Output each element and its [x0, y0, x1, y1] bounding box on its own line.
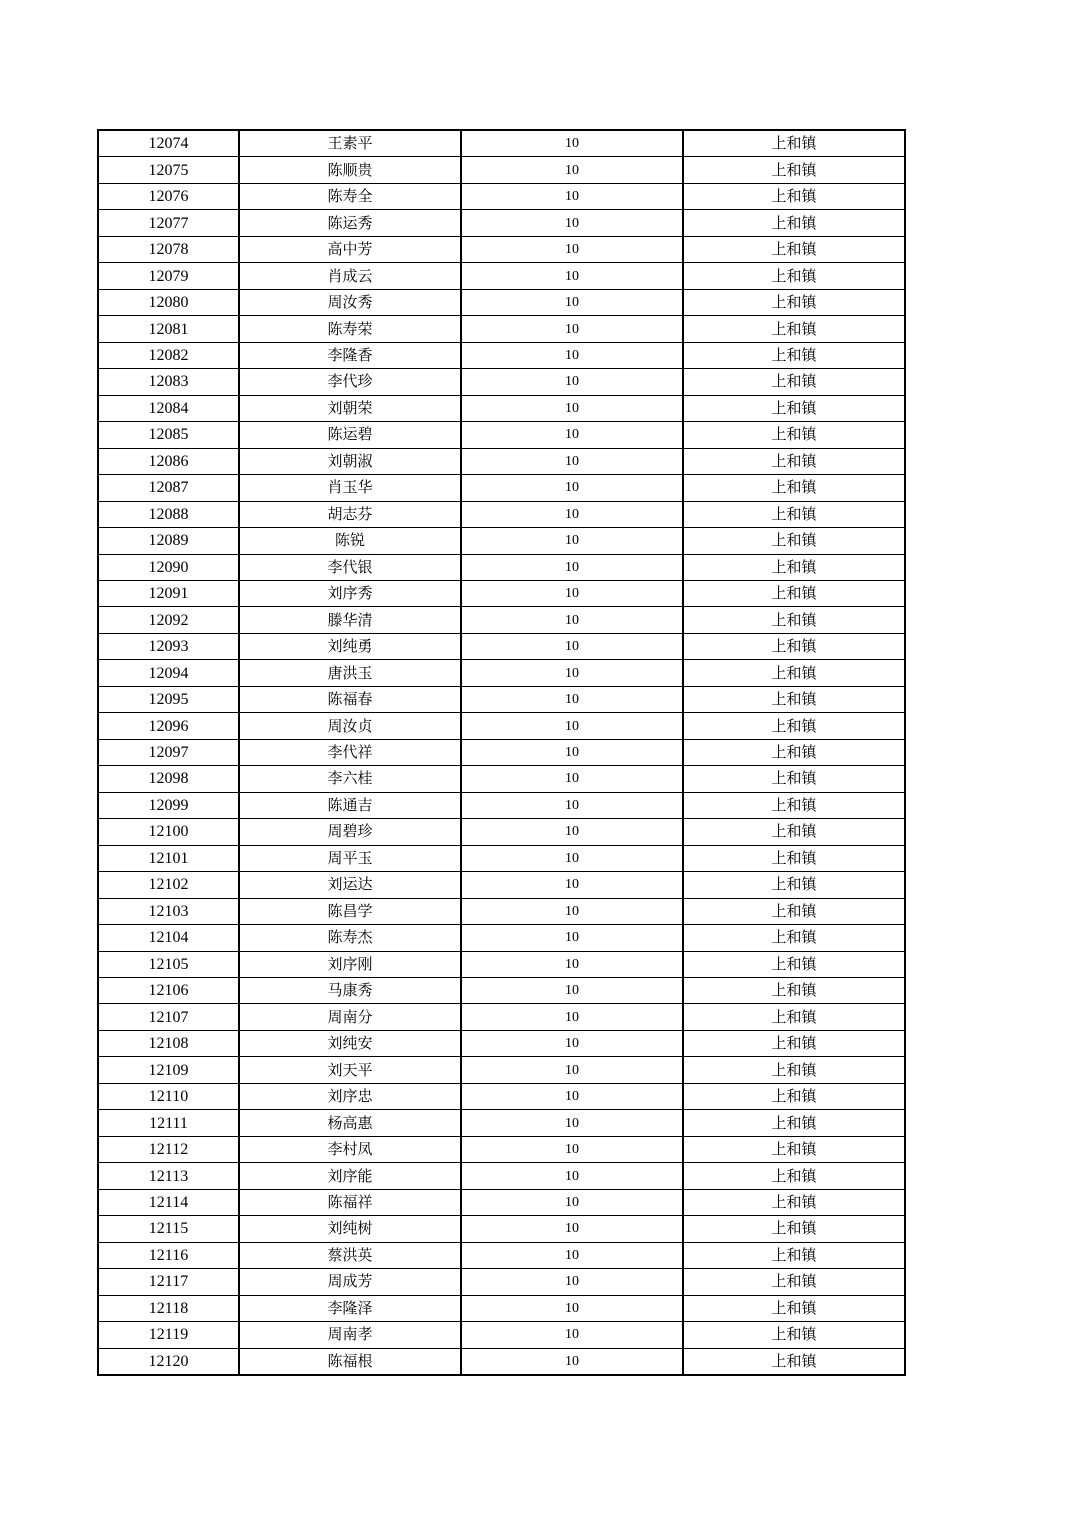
table-row — [98, 501, 905, 527]
table-row — [98, 1348, 905, 1375]
name-cell: 陈运秀 — [239, 210, 461, 236]
town-cell: 上和镇 — [683, 210, 905, 236]
table-row — [98, 872, 905, 898]
row-number-cell: 12108 — [98, 1030, 239, 1056]
town-cell: 上和镇 — [683, 263, 905, 289]
amount-cell: 10 — [461, 448, 683, 474]
amount-cell: 10 — [461, 1030, 683, 1056]
amount-cell: 10 — [461, 263, 683, 289]
town-cell: 上和镇 — [683, 289, 905, 315]
table-row — [98, 528, 905, 554]
table-row — [98, 607, 905, 633]
name-cell: 李隆泽 — [239, 1295, 461, 1321]
amount-cell: 10 — [461, 1189, 683, 1215]
town-cell: 上和镇 — [683, 1295, 905, 1321]
table-row — [98, 1269, 905, 1295]
table-body — [98, 130, 905, 1375]
town-cell: 上和镇 — [683, 157, 905, 183]
name-cell: 陈昌学 — [239, 898, 461, 924]
name-cell: 周南分 — [239, 1004, 461, 1030]
row-number-cell: 12106 — [98, 978, 239, 1004]
row-number-cell: 12077 — [98, 210, 239, 236]
table-row — [98, 554, 905, 580]
town-cell: 上和镇 — [683, 236, 905, 262]
row-number-cell: 12098 — [98, 766, 239, 792]
name-cell: 刘朝淑 — [239, 448, 461, 474]
table-row — [98, 475, 905, 501]
row-number-cell: 12112 — [98, 1136, 239, 1162]
row-number-cell: 12085 — [98, 422, 239, 448]
row-number-cell: 12074 — [98, 130, 239, 157]
row-number-cell: 12090 — [98, 554, 239, 580]
amount-cell: 10 — [461, 713, 683, 739]
table-row — [98, 1057, 905, 1083]
amount-cell: 10 — [461, 369, 683, 395]
table-row — [98, 236, 905, 262]
table-row — [98, 713, 905, 739]
table-row — [98, 633, 905, 659]
name-cell: 刘序忠 — [239, 1083, 461, 1109]
town-cell: 上和镇 — [683, 1242, 905, 1268]
amount-cell: 10 — [461, 819, 683, 845]
name-cell: 刘纯树 — [239, 1216, 461, 1242]
amount-cell: 10 — [461, 1110, 683, 1136]
row-number-cell: 12105 — [98, 951, 239, 977]
name-cell: 马康秀 — [239, 978, 461, 1004]
name-cell: 刘序刚 — [239, 951, 461, 977]
name-cell: 陈福祥 — [239, 1189, 461, 1215]
name-cell: 刘运达 — [239, 872, 461, 898]
name-cell: 刘序能 — [239, 1163, 461, 1189]
row-number-cell: 12116 — [98, 1242, 239, 1268]
row-number-cell: 12088 — [98, 501, 239, 527]
town-cell: 上和镇 — [683, 686, 905, 712]
amount-cell: 10 — [461, 580, 683, 606]
amount-cell: 10 — [461, 1136, 683, 1162]
table-row — [98, 1136, 905, 1162]
row-number-cell: 12082 — [98, 342, 239, 368]
amount-cell: 10 — [461, 554, 683, 580]
row-number-cell: 12113 — [98, 1163, 239, 1189]
town-cell: 上和镇 — [683, 1136, 905, 1162]
name-cell: 高中芳 — [239, 236, 461, 262]
row-number-cell: 12114 — [98, 1189, 239, 1215]
row-number-cell: 12107 — [98, 1004, 239, 1030]
table-row — [98, 978, 905, 1004]
table-row — [98, 422, 905, 448]
data-table — [97, 129, 906, 1376]
row-number-cell: 12119 — [98, 1322, 239, 1348]
name-cell: 周南孝 — [239, 1322, 461, 1348]
row-number-cell: 12100 — [98, 819, 239, 845]
name-cell: 刘纯勇 — [239, 633, 461, 659]
amount-cell: 10 — [461, 528, 683, 554]
town-cell: 上和镇 — [683, 792, 905, 818]
town-cell: 上和镇 — [683, 316, 905, 342]
name-cell: 周碧珍 — [239, 819, 461, 845]
table-row — [98, 157, 905, 183]
table-row — [98, 1322, 905, 1348]
amount-cell: 10 — [461, 316, 683, 342]
row-number-cell: 12102 — [98, 872, 239, 898]
amount-cell: 10 — [461, 978, 683, 1004]
name-cell: 王素平 — [239, 130, 461, 157]
town-cell: 上和镇 — [683, 1030, 905, 1056]
table-row — [98, 183, 905, 209]
amount-cell: 10 — [461, 951, 683, 977]
row-number-cell: 12083 — [98, 369, 239, 395]
table-row — [98, 369, 905, 395]
table-row — [98, 289, 905, 315]
name-cell: 刘天平 — [239, 1057, 461, 1083]
name-cell: 陈通吉 — [239, 792, 461, 818]
amount-cell: 10 — [461, 130, 683, 157]
town-cell: 上和镇 — [683, 395, 905, 421]
amount-cell: 10 — [461, 236, 683, 262]
name-cell: 周汝秀 — [239, 289, 461, 315]
town-cell: 上和镇 — [683, 1083, 905, 1109]
amount-cell: 10 — [461, 1242, 683, 1268]
amount-cell: 10 — [461, 289, 683, 315]
town-cell: 上和镇 — [683, 183, 905, 209]
name-cell: 刘序秀 — [239, 580, 461, 606]
amount-cell: 10 — [461, 1322, 683, 1348]
name-cell: 肖成云 — [239, 263, 461, 289]
town-cell: 上和镇 — [683, 898, 905, 924]
table-row — [98, 686, 905, 712]
table-row — [98, 660, 905, 686]
row-number-cell: 12079 — [98, 263, 239, 289]
table-row — [98, 739, 905, 765]
name-cell: 胡志芬 — [239, 501, 461, 527]
name-cell: 陈顺贵 — [239, 157, 461, 183]
amount-cell: 10 — [461, 792, 683, 818]
table-row — [98, 1030, 905, 1056]
amount-cell: 10 — [461, 607, 683, 633]
table-row — [98, 1083, 905, 1109]
name-cell: 陈锐 — [239, 528, 461, 554]
amount-cell: 10 — [461, 872, 683, 898]
row-number-cell: 12086 — [98, 448, 239, 474]
table-row — [98, 1004, 905, 1030]
table-row — [98, 342, 905, 368]
amount-cell: 10 — [461, 1057, 683, 1083]
name-cell: 周平玉 — [239, 845, 461, 871]
row-number-cell: 12075 — [98, 157, 239, 183]
row-number-cell: 12097 — [98, 739, 239, 765]
town-cell: 上和镇 — [683, 739, 905, 765]
town-cell: 上和镇 — [683, 1057, 905, 1083]
row-number-cell: 12103 — [98, 898, 239, 924]
amount-cell: 10 — [461, 845, 683, 871]
town-cell: 上和镇 — [683, 1269, 905, 1295]
table-row — [98, 1110, 905, 1136]
name-cell: 周汝贞 — [239, 713, 461, 739]
row-number-cell: 12091 — [98, 580, 239, 606]
amount-cell: 10 — [461, 898, 683, 924]
town-cell: 上和镇 — [683, 1163, 905, 1189]
town-cell: 上和镇 — [683, 1004, 905, 1030]
name-cell: 周成芳 — [239, 1269, 461, 1295]
name-cell: 蔡洪英 — [239, 1242, 461, 1268]
table-row — [98, 263, 905, 289]
name-cell: 陈福根 — [239, 1348, 461, 1375]
table-row — [98, 898, 905, 924]
town-cell: 上和镇 — [683, 1322, 905, 1348]
row-number-cell: 12080 — [98, 289, 239, 315]
table-row — [98, 1163, 905, 1189]
row-number-cell: 12118 — [98, 1295, 239, 1321]
town-cell: 上和镇 — [683, 872, 905, 898]
row-number-cell: 12093 — [98, 633, 239, 659]
town-cell: 上和镇 — [683, 713, 905, 739]
town-cell: 上和镇 — [683, 633, 905, 659]
amount-cell: 10 — [461, 1083, 683, 1109]
name-cell: 唐洪玉 — [239, 660, 461, 686]
amount-cell: 10 — [461, 210, 683, 236]
name-cell: 陈寿荣 — [239, 316, 461, 342]
table-row — [98, 819, 905, 845]
town-cell: 上和镇 — [683, 528, 905, 554]
row-number-cell: 12104 — [98, 925, 239, 951]
town-cell: 上和镇 — [683, 369, 905, 395]
name-cell: 李村凤 — [239, 1136, 461, 1162]
row-number-cell: 12101 — [98, 845, 239, 871]
amount-cell: 10 — [461, 633, 683, 659]
amount-cell: 10 — [461, 1216, 683, 1242]
amount-cell: 10 — [461, 925, 683, 951]
table-row — [98, 316, 905, 342]
town-cell: 上和镇 — [683, 422, 905, 448]
row-number-cell: 12120 — [98, 1348, 239, 1375]
town-cell: 上和镇 — [683, 766, 905, 792]
town-cell: 上和镇 — [683, 925, 905, 951]
amount-cell: 10 — [461, 766, 683, 792]
name-cell: 陈运碧 — [239, 422, 461, 448]
town-cell: 上和镇 — [683, 1110, 905, 1136]
town-cell: 上和镇 — [683, 448, 905, 474]
amount-cell: 10 — [461, 475, 683, 501]
table-row — [98, 448, 905, 474]
amount-cell: 10 — [461, 1269, 683, 1295]
amount-cell: 10 — [461, 739, 683, 765]
table-row — [98, 130, 905, 157]
table-row — [98, 210, 905, 236]
name-cell: 杨高惠 — [239, 1110, 461, 1136]
town-cell: 上和镇 — [683, 475, 905, 501]
amount-cell: 10 — [461, 1163, 683, 1189]
name-cell: 陈寿全 — [239, 183, 461, 209]
name-cell: 李隆香 — [239, 342, 461, 368]
table-row — [98, 845, 905, 871]
table-row — [98, 1189, 905, 1215]
amount-cell: 10 — [461, 157, 683, 183]
row-number-cell: 12094 — [98, 660, 239, 686]
town-cell: 上和镇 — [683, 1216, 905, 1242]
row-number-cell: 12110 — [98, 1083, 239, 1109]
town-cell: 上和镇 — [683, 845, 905, 871]
row-number-cell: 12117 — [98, 1269, 239, 1295]
town-cell: 上和镇 — [683, 342, 905, 368]
amount-cell: 10 — [461, 422, 683, 448]
amount-cell: 10 — [461, 501, 683, 527]
town-cell: 上和镇 — [683, 951, 905, 977]
table-row — [98, 1242, 905, 1268]
table-row — [98, 766, 905, 792]
town-cell: 上和镇 — [683, 607, 905, 633]
row-number-cell: 12109 — [98, 1057, 239, 1083]
town-cell: 上和镇 — [683, 1348, 905, 1375]
name-cell: 滕华清 — [239, 607, 461, 633]
table-row — [98, 792, 905, 818]
row-number-cell: 12078 — [98, 236, 239, 262]
table-row — [98, 951, 905, 977]
row-number-cell: 12096 — [98, 713, 239, 739]
amount-cell: 10 — [461, 686, 683, 712]
name-cell: 李代银 — [239, 554, 461, 580]
amount-cell: 10 — [461, 183, 683, 209]
amount-cell: 10 — [461, 1004, 683, 1030]
name-cell: 刘纯安 — [239, 1030, 461, 1056]
amount-cell: 10 — [461, 395, 683, 421]
name-cell: 陈福春 — [239, 686, 461, 712]
table-row — [98, 395, 905, 421]
name-cell: 李六桂 — [239, 766, 461, 792]
name-cell: 李代珍 — [239, 369, 461, 395]
row-number-cell: 12099 — [98, 792, 239, 818]
name-cell: 李代祥 — [239, 739, 461, 765]
amount-cell: 10 — [461, 342, 683, 368]
town-cell: 上和镇 — [683, 580, 905, 606]
amount-cell: 10 — [461, 1348, 683, 1375]
table-row — [98, 1295, 905, 1321]
table-row — [98, 925, 905, 951]
amount-cell: 10 — [461, 660, 683, 686]
amount-cell: 10 — [461, 1295, 683, 1321]
town-cell: 上和镇 — [683, 978, 905, 1004]
town-cell: 上和镇 — [683, 819, 905, 845]
row-number-cell: 12115 — [98, 1216, 239, 1242]
table-row — [98, 580, 905, 606]
name-cell: 肖玉华 — [239, 475, 461, 501]
name-cell: 刘朝荣 — [239, 395, 461, 421]
row-number-cell: 12087 — [98, 475, 239, 501]
row-number-cell: 12089 — [98, 528, 239, 554]
town-cell: 上和镇 — [683, 1189, 905, 1215]
row-number-cell: 12111 — [98, 1110, 239, 1136]
row-number-cell: 12081 — [98, 316, 239, 342]
row-number-cell: 12084 — [98, 395, 239, 421]
town-cell: 上和镇 — [683, 660, 905, 686]
row-number-cell: 12092 — [98, 607, 239, 633]
row-number-cell: 12076 — [98, 183, 239, 209]
town-cell: 上和镇 — [683, 130, 905, 157]
town-cell: 上和镇 — [683, 501, 905, 527]
table-row — [98, 1216, 905, 1242]
name-cell: 陈寿杰 — [239, 925, 461, 951]
town-cell: 上和镇 — [683, 554, 905, 580]
row-number-cell: 12095 — [98, 686, 239, 712]
